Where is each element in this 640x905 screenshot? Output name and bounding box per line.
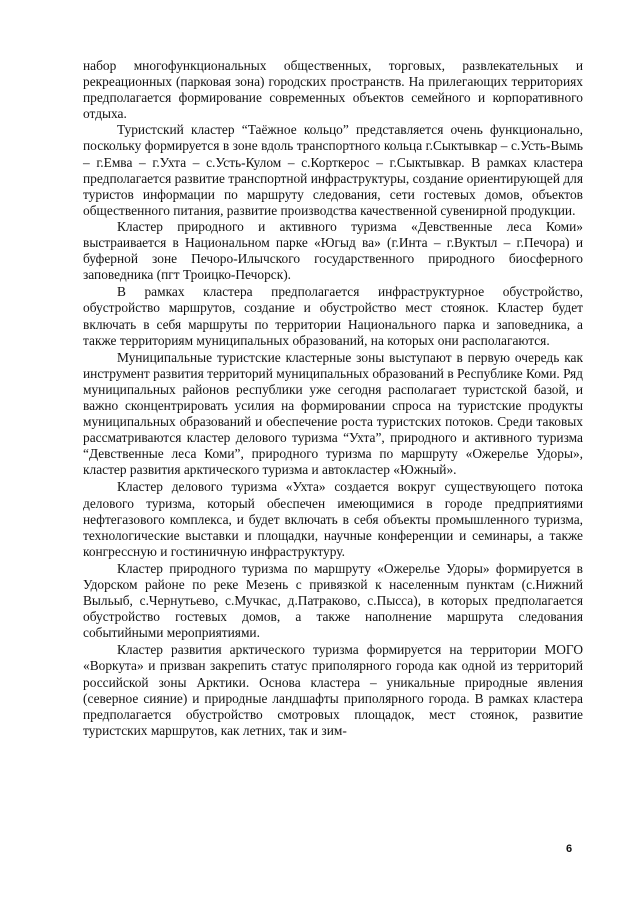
paragraph-3: Кластер природного и активного туризма «Девственные леса Коми» выстраивается в Национальном парке «Югыд ва» (г.Инта – г.Вуктыл – г.Печора) и буферной зоне Печоро-Илычского государственного природного биосферного заповедника (пгт Троицко-Печорск).	[83, 218, 583, 283]
paragraph-4: В рамках кластера предполагается инфраструктурное обустройство, обустройство маршрутов, создание и обустройство мест стоянок. Кластер будет включать в себя маршруты по территории Национального парка и заповедника, а также территориям муниципальных образований, на которых они располагаются.	[83, 284, 583, 348]
paragraph-7: Кластер природного туризма по маршруту «Ожерелье Удоры» формируется в Удорском районе по реке Мезень с привязкой к населенным пунктам (с.Нижний Выльыб, с.Чернутьево, с.Мучкас, д.Патраково, с.Пысса), в которых предполагается обустройство гостевых домов, а также наполнение маршрута следования событийными мероприятиями.	[83, 560, 583, 641]
document-body	[83, 58, 583, 739]
paragraph-6: Кластер делового туризма «Ухта» создается вокруг существующего потока делового туризма, который обеспечен имеющимися в городе предприятиями нефтегазового комплекса, и будет включать в себя объекты промышленного туризма, технологические выставки и площадки, научные конференции и семинары, а также конгрессную и гостиничную инфраструктуру.	[83, 479, 583, 559]
paragraph-1: набор многофункциональных общественных, торговых, развлекательных и рекреационных (парковая зона) городских пространств. На прилегающих территориях предполагается формирование современных объектов семейного и корпоративного отдыха.	[83, 58, 583, 122]
paragraph-8: Кластер развития арктического туризма формируется на территории МОГО «Воркута» и призван закрепить статус приполярного города как одной из территорий российской зоны Арктики. Основа кластера – уникальные природные явления (северное сияние) и природные ландшафты приполярного города. В рамках кластера предполагается обустройство смотровых площадок, мест стоянок, развитие туристских маршрутов, как летних, так и зим-	[83, 642, 583, 738]
page-number: 6	[566, 843, 573, 855]
paragraph-2: Туристский кластер “Таёжное кольцо” представляется очень функционально, поскольку формируется в зоне вдоль транспортного кольца г.Сыктывкар – с.Усть-Вымь – г.Емва – г.Ухта – с.Усть-Кулом – с.Корткерос – г.Сыктывкар. В рамках кластера предполагается развитие транспортной инфраструктуры, создание ориентирующей для туристов информации по маршруту следования, сети гостевых домов, объектов общественного питания, развитие производства качественной сувенирной продукции.	[83, 122, 583, 218]
paragraph-5: Муниципальные туристские кластерные зоны выступают в первую очередь как инструмент развития территорий муниципальных образований в Республике Коми. Ряд муниципальных районов республики уже сегодня располагает туристской базой, и важно сконцентрировать усилия на формировании спроса на туристские продукты муниципальных образований и обеспечение роста туристских потоков. Среди таковых рассматриваются кластер делового туризма “Ухта”, природного и активного туризма “Девственные леса Коми”, природного туризма по маршруту «Ожерелье Удоры», кластер развития арктического туризма и автокластер «Южный».	[83, 349, 583, 478]
